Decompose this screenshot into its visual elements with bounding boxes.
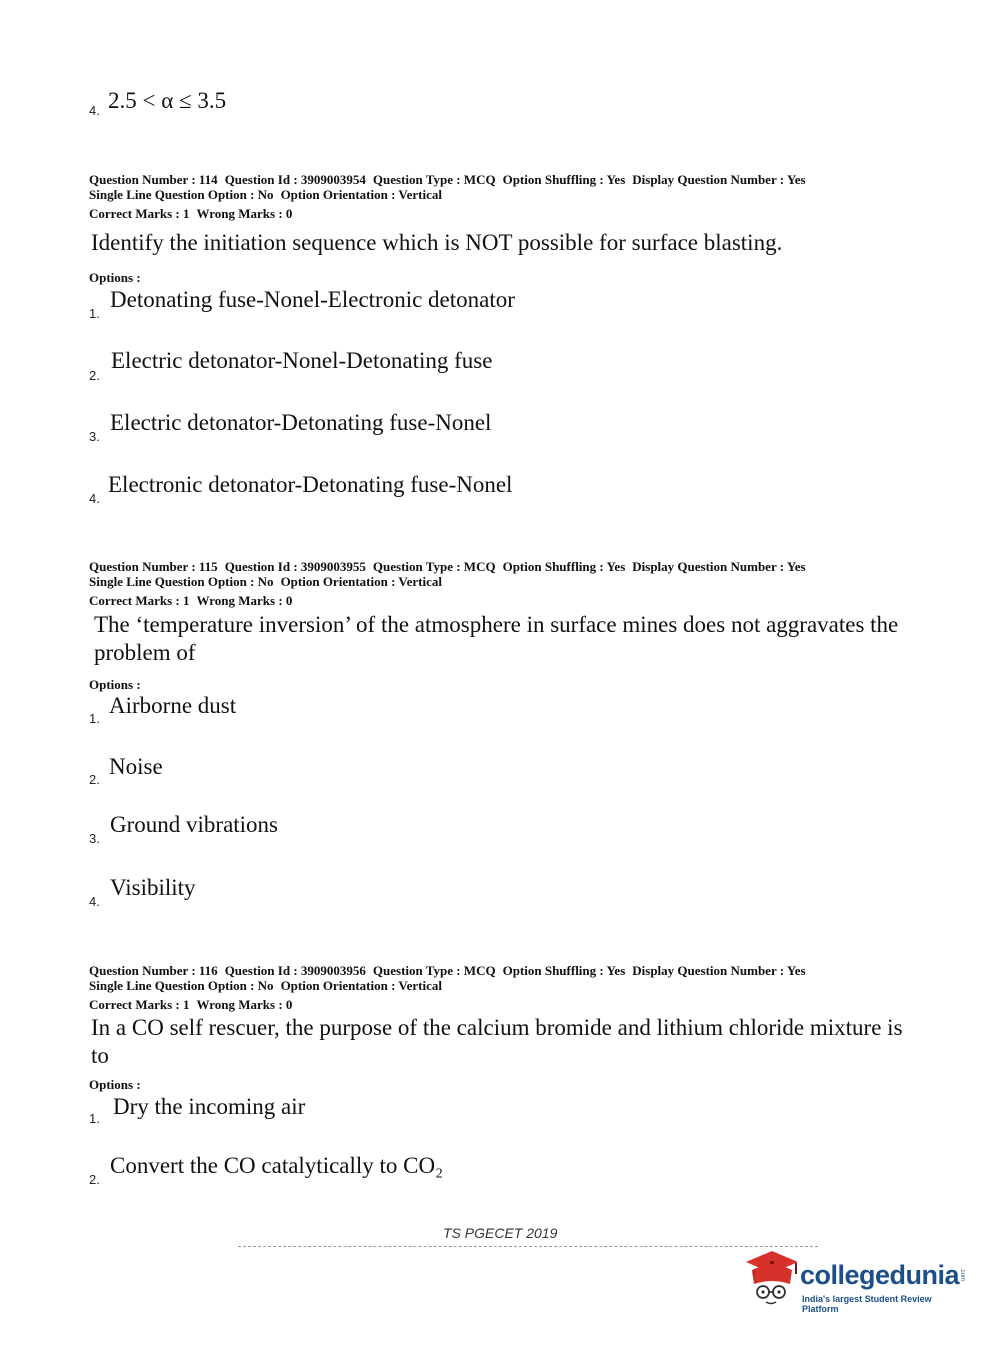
logo-wordmark: collegedunia <box>800 1260 960 1290</box>
option-text: Noise <box>109 754 163 779</box>
question-text: Identify the initiation sequence which is NOT possible for surface blasting. <box>91 230 783 255</box>
option-number: 3. <box>89 429 100 444</box>
option-text: Electronic detonator-Detonating fuse-Nonel <box>108 472 513 497</box>
logo-suffix: .com <box>959 1268 965 1282</box>
question-meta: Question Number : 114 Question Id : 3909003954 Question Type : MCQ Option Shuffling : Yes Display Question Number : Yes Single Line Question Option : No Option Orientation : Vertical Correct Marks : 1 Wrong Marks : 0 <box>89 172 806 221</box>
option-text: Ground vibrations <box>110 812 279 837</box>
collegedunia-logo <box>740 1248 970 1314</box>
graduate-mascot-icon <box>740 1248 802 1308</box>
option-number: 4. <box>89 103 100 118</box>
option-text: 2.5 < α ≤ 3.5 <box>108 88 227 113</box>
option-number: 1. <box>89 1111 100 1126</box>
option-number: 2. <box>89 1172 100 1187</box>
footer-divider <box>238 1246 818 1247</box>
question-meta: Question Number : 115 Question Id : 3909003955 Question Type : MCQ Option Shuffling : Yes Display Question Number : Yes Single Line Question Option : No Option Orientation : Vertical Correct Marks : 1 Wrong Marks : 0 <box>89 559 806 608</box>
option-number: 1. <box>89 711 100 726</box>
option-text: Electric detonator-Detonating fuse-Nonel <box>110 410 492 435</box>
options-label: Options : <box>89 1077 141 1092</box>
option-number: 4. <box>89 491 100 506</box>
options-label: Options : <box>89 677 141 692</box>
option-text: Visibility <box>110 875 196 900</box>
option-text: Dry the incoming air <box>113 1094 306 1119</box>
option-number: 4. <box>89 894 100 909</box>
logo-tagline: India's largest Student Review Platform <box>802 1294 932 1314</box>
footer-exam-label: TS PGECET 2019 <box>443 1225 558 1241</box>
option-number: 1. <box>89 306 100 321</box>
option-number: 3. <box>89 831 100 846</box>
option-number: 2. <box>89 368 100 383</box>
option-text: Convert the CO catalytically to CO₂ <box>110 1153 444 1178</box>
option-text: Electric detonator-Nonel-Detonating fuse <box>111 348 493 373</box>
option-text: Detonating fuse-Nonel-Electronic detonator <box>110 287 515 312</box>
question-text: The ‘temperature inversion’ of the atmosphere in surface mines does not aggravates the problem of <box>94 612 899 665</box>
options-label: Options : <box>89 270 141 285</box>
option-text: Airborne dust <box>109 693 237 718</box>
question-meta: Question Number : 116 Question Id : 3909003956 Question Type : MCQ Option Shuffling : Yes Display Question Number : Yes Single Line Question Option : No Option Orientation : Vertical Correct Marks : 1 Wrong Marks : 0 <box>89 963 806 1012</box>
question-text: In a CO self rescuer, the purpose of the calcium bromide and lithium chloride mixture is to <box>91 1015 903 1068</box>
option-number: 2. <box>89 772 100 787</box>
